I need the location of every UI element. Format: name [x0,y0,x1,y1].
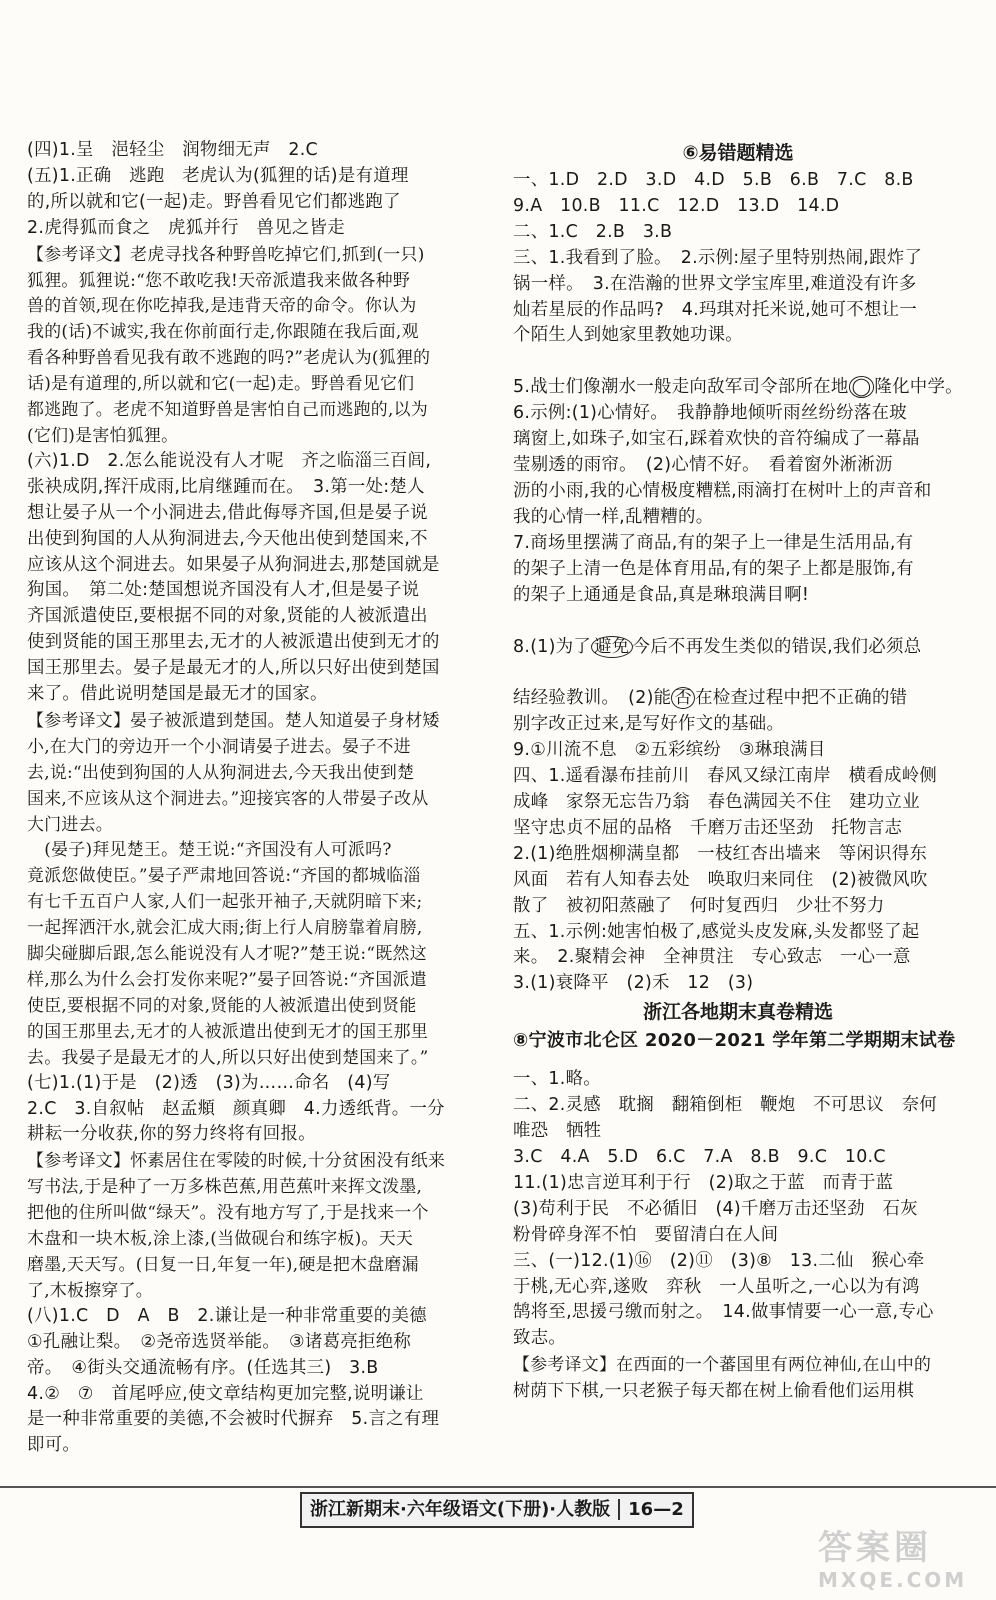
text-line: 一起挥洒汗水,就会汇成大雨;街上行人肩膀靠着肩膀, [27,917,423,938]
text-line: 都逃跑了。老虎不知道野兽是害怕自己而逃跑的,以为 [27,399,429,420]
text-line: 风面 若有人知春去处 唤取归来同住 (2)被微风吹 [513,869,928,890]
text-line: 莹剔透的雨帘。 (2)心情不好。 看着窗外淅淅沥 [513,455,893,476]
text-line: 成峰 家祭无忘告乃翁 春色满园关不住 建功立业 [513,792,920,813]
page-number: 16—2 [618,1499,684,1520]
text-line: 我的心情一样,乱糟糟的。 [513,506,714,527]
text-line: 狗国。 第二处:楚国想说齐国没有人才,但是晏子说 [27,580,420,601]
text-line: 出使到狗国的人从狗洞进去,今天他出使到楚国来,不 [27,528,428,549]
watermark-domain: MXQE.COM [818,1568,968,1592]
correction-mark: 否 [671,687,695,709]
text-line: 四、1.遥看瀑布挂前川 春风又绿江南岸 横看成岭侧 [513,766,938,787]
text-line: 粉骨碎身浑不怕 要留清白在人间 [513,1224,779,1245]
text-line: 来了。借此说明楚国是最无才的国家。 [27,684,328,705]
error-questions-title: ⑥易错题精选 [682,142,794,164]
answer-line-5 [513,375,963,401]
text-line: 3.C 4.A 5.D 6.C 7.A 8.B 9.C 10.C [513,1147,886,1167]
text-line: 6.示例:(1)心情好。 我静静地倾听雨丝纷纷落在玻 [513,403,907,424]
text-line: 使到贤能的国王那里去,无才的人被派遣出使到无才的 [27,632,440,653]
text-line: 于桃,无心弈,遂败 弈秋 一人虽听之,一心以为有鸿 [513,1276,920,1297]
text-line: 小,在大门的旁边开一个小洞请晏子进去。晏子不进 [27,735,411,756]
text-line: 2.(1)绝胜烟柳满皇都 一枝红杏出墙来 等闲识得东 [513,843,928,864]
text-segment: 5.战士们像潮水一般走向敌军司令部所在地 [513,377,849,398]
text-line: 去。我晏子是最无才的人,所以只好出使到楚国来了。” [27,1046,429,1067]
text-line: (它们)是害怕狐狸。 [27,424,179,445]
text-line: 璃窗上,如珠子,如宝石,踩着欢快的音符编成了一幕晶 [513,429,920,450]
footer-title: 浙江新期末·六年级语文(下册)·人教版 [310,1499,611,1520]
answer-line-8c: 别字改正过来,是写好作文的基础。 [513,714,785,735]
exam-title: ⑧宁波市北仑区 2020－2021 学年第二学期期末试卷 [513,1030,956,1052]
text-segment: 在检查过程中把不正确的错 [695,688,908,709]
text-line: 的架子上清一色是体育用品,有的架子上都是服饰,有 [513,558,914,579]
answers-6-7 [513,401,963,608]
text-line: ①孔融让梨。 ②尧帝选贤举能。 ③诸葛亮拒绝称 [27,1331,412,1352]
text-line: 脚尖碰脚后跟,怎么能说没有人才呢?”楚王说:“既然这 [27,943,427,964]
text-line: 9.A 10.B 11.C 12.D 13.D 14.D [513,195,840,216]
text-line: 2.C 3.自叙帖 赵孟頫 颜真卿 4.力透纸背。一分 [27,1098,445,1119]
text-line: 【参考译文】老虎寻找各种野兽吃掉它们,抓到(一只) [27,243,425,264]
answers-9-to-5 [513,738,963,997]
text-line: 树荫下下棋,一只老猴子每天都在树上偷看他们运用棋 [513,1380,915,1401]
text-line: 【参考译文】在西面的一个蕃国里有两位神仙,在山中的 [513,1354,932,1375]
text-line: 五、1.示例:她害怕极了,感觉头皮发麻,头发都竖了起 [513,921,920,942]
answer-line-8b [513,686,963,712]
text-line: 11.(1)忠言逆耳利于行 (2)取之于蓝 而青于蓝 [513,1172,894,1193]
text-line: 竟派您做使臣。”晏子严肃地回答说:“齐国的都城临淄 [27,865,421,886]
text-line: 去,说:“出使到狗国的人从狗洞进去,今天我出使到楚 [27,761,415,782]
page-footer [300,1492,694,1528]
text-line: 锅一样。 3.在浩瀚的世界文学宝库里,难道没有许多 [513,273,917,294]
text-line: 三、1.我看到了脸。 2.示例:屋子里特别热闹,跟炸了 [513,247,923,268]
text-line: 即可。 [27,1435,81,1456]
text-line: 7.商场里摆满了商品,有的架子上一律是生活用品,有 [513,532,914,553]
text-line: 了,木板擦穿了。 [27,1279,154,1300]
text-line: (晏子)拜见楚王。楚王说:“齐国没有人可派吗? [27,839,392,860]
left-column [27,138,477,1459]
text-line: 齐国派遣使臣,要根据不同的对象,贤能的人被派遣出 [27,606,428,627]
text-line: 使臣,要根据不同的对象,贤能的人被派遣出使到贤能 [27,994,417,1015]
text-line: 想让晏子从一个小洞进去,借此侮辱齐国,但是晏子说 [27,502,428,523]
text-line: 看各种野兽看见我有敢不逃跑的吗?”老虎认为(狐狸的 [27,347,431,368]
text-line: 灿若星辰的作品吗? 4.玛琪对托米说,她可不想让一 [513,299,918,320]
text-line: 散了 被初阳蒸融了 何时复西归 少壮不努力 [513,895,885,916]
text-line: 【参考译文】怀素居住在零陵的时候,十分贫困没有纸来 [27,1150,446,1171]
correction-mark: ◯ [849,376,875,398]
watermark-logo [818,1528,988,1596]
answer-line-8a [513,635,963,661]
text-line: 国王那里去。晏子是最无才的人,所以只好出使到楚国 [27,658,440,679]
text-line: 国来,不应该从这个洞进去。”迎接宾客的人带晏子改从 [27,787,429,808]
exam-answers [513,1067,963,1352]
text-line: (五)1.正确 逃跑 老虎认为(狐狸的话)是有道理 [27,165,409,186]
text-line: 二、2.灵感 耽搁 翻箱倒柜 鞭炮 不可思议 奈何 [513,1095,938,1116]
text-line: 大门进去。 [27,813,113,834]
exam-translation [513,1352,963,1404]
text-line: 有七千五百户人家,人们一起张开袖子,天就阴暗下来; [27,891,423,912]
text-line: 三、(一)12.(1)⑯ (2)⑪ (3)⑧ 13.二仙 猴心牵 [513,1250,925,1271]
text-line: 的架子上通通是食品,真是琳琅满目啊! [513,584,810,605]
text-line: 写书法,于是种了一万多株芭蕉,用芭蕉叶来挥文泼墨, [27,1176,423,1197]
text-line: 2.虎得狐而食之 虎狐并行 兽见之皆走 [27,217,345,238]
error-questions-answers [513,168,963,349]
text-line: (八)1.C D A B 2.谦让是一种非常重要的美德 [27,1305,427,1326]
text-line: 样,那么为什么会打发你来呢?”晏子回答说:“齐国派遣 [27,969,427,989]
text-line: (七)1.(1)于是 (2)透 (3)为……命名 (4)写 [27,1072,391,1093]
text-line: 耕耘一分收获,你的努力终将有回报。 [27,1124,316,1145]
text-line: 【参考译文】晏子被派遣到楚国。楚人知道晏子身材矮 [27,709,440,730]
text-line: 磨墨,天天写。(日复一日,年复一年),硬是把木盘磨漏 [27,1253,419,1274]
text-line: 兽的首领,现在你吃掉我,是违背天帝的命令。你认为 [27,295,417,316]
text-line: 是一种非常重要的美德,不会被时代摒弃 5.言之有理 [27,1409,440,1430]
text-line: 3.(1)衰降平 (2)禾 12 (3) [513,973,754,994]
text-line: 我的(话)不诚实,我在你前面行走,你跟随在我后面,观 [27,321,419,342]
text-line: 唯恐 牺牲 [513,1121,602,1142]
text-line: (四)1.呈 浥轻尘 润物细无声 2.C [27,140,318,160]
text-line: (3)苟利于民 不必循旧 (4)千磨万击还坚劲 石灰 [513,1198,918,1219]
text-segment: 隆化中学。 [874,377,963,398]
text-line: 4.② ⑦ 首尾呼应,使文章结构更加完整,说明谦让 [27,1383,424,1404]
watermark-text: 答案圈 [818,1528,932,1568]
text-segment: 今后不再发生类似的错误,我们必须总 [632,636,922,657]
text-line: 鹄将至,思援弓缴而射之。 14.做事情要一心一意,专心 [513,1302,934,1323]
text-line: 9.①川流不息 ②五彩缤纷 ③琳琅满目 [513,740,826,761]
text-line: 个陌生人到她家里教她功课。 [513,325,743,346]
text-line: 沥的小雨,我的心情极度糟糕,雨滴打在树叶上的声音和 [513,480,932,501]
text-line: 二、1.C 2.B 3.B [513,221,673,242]
text-segment: 结经验教训。 (2)能 [513,688,672,709]
text-line: 话)是有道理的,所以就和它(一起)走。野兽看见它们 [27,373,415,394]
text-line: 坚守忠贞不屈的品格 千磨万击还坚劲 托物言志 [513,817,903,838]
text-segment: 8.(1)为了 [513,636,592,657]
text-line: 帝。 ④街头交通流畅有序。(任选其三) 3.B [27,1357,379,1378]
correction-mark: 避免 [591,636,632,658]
text-line: 致志。 [513,1328,567,1349]
text-line: 应该从这个洞进去。如果晏子从狗洞进去,那楚国就是 [27,554,440,575]
text-line: 张袂成阴,挥汗成雨,比肩继踵而在。 3.第一处:楚人 [27,476,425,497]
section-title: 浙江各地期末真卷精选 [642,1001,833,1024]
text-line: 一、1.略。 [513,1069,601,1090]
text-line: 的,所以就和它(一起)走。野兽看见它们都逃跑了 [27,191,401,212]
text-line: 把他的住所叫做“绿天”。没有地方写了,于是找来一个 [27,1202,429,1223]
footer-rule [0,1486,996,1488]
text-line: 木盘和一块木板,涂上漆,(当做砚台和练字板)。天天 [27,1228,414,1249]
text-line: 的国王那里去,无才的人被派遣出使到无才的国王那里 [27,1020,429,1041]
text-line: 狐狸。狐狸说:“您不敢吃我!天帝派遣我来做各种野 [27,269,411,290]
right-column [513,138,963,1404]
text-line: (六)1.D 2.怎么能说没有人才呢 齐之临淄三百闾, [27,450,432,471]
text-line: 一、1.D 2.D 3.D 4.D 5.B 6.B 7.C 8.B [513,170,914,190]
text-line: 来。 2.聚精会神 全神贯注 专心致志 一心一意 [513,947,911,968]
